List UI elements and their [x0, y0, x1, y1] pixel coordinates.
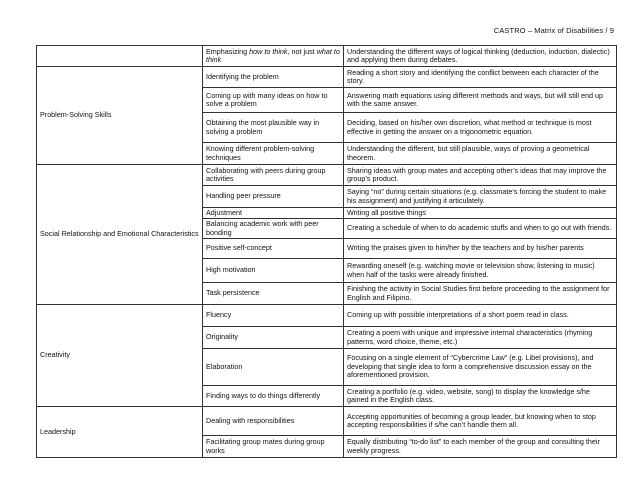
- activity-cell: Understanding the different, but still plausible, ways of proving a geometrical theorem.: [344, 143, 617, 165]
- activity-cell: Understanding the different ways of logical thinking (deduction, induction, dialectic) and applying them during debates.: [344, 46, 617, 67]
- matrix-table: [36, 45, 617, 458]
- trait-cell: High motivation: [203, 259, 344, 283]
- table-row: [37, 46, 617, 67]
- table-row: [37, 305, 617, 327]
- trait-cell: Task persistence: [203, 283, 344, 305]
- activity-cell: Writing the praises given to him/her by the teachers and by his/her parents: [344, 239, 617, 259]
- activity-cell: Creating a portfolio (e.g. video, website, song) to display the knowledge s/he gained in the English class.: [344, 386, 617, 407]
- trait-cell: Balancing academic work with peer bonding: [203, 219, 344, 239]
- trait-cell: Positive self-concept: [203, 239, 344, 259]
- trait-cell: Fluency: [203, 305, 344, 327]
- category-social-relationship: Social Relationship and Emotional Characteristics: [37, 165, 203, 305]
- trait-cell: Facilitating group mates during group works: [203, 436, 344, 458]
- category-cell-empty: [37, 46, 203, 67]
- category-problem-solving: Problem-Solving Skills: [37, 67, 203, 165]
- trait-cell: Obtaining the most plausible way in solving a problem: [203, 113, 344, 143]
- activity-cell: Creating a poem with unique and impressive internal characteristics (rhyming patterns, word choice, theme, etc.): [344, 327, 617, 349]
- activity-cell: Rewarding oneself (e.g. watching movie or television show, listening to music) when half of the tasks were already finished.: [344, 259, 617, 283]
- activity-cell: Accepting opportunities of becoming a group leader, but knowing when to stop accepting responsibilities if s/he can’t handle them all.: [344, 407, 617, 436]
- activity-cell: Answering math equations using different methods and ways, but will still end up with the same answer.: [344, 88, 617, 113]
- trait-cell: Dealing with responsibilities: [203, 407, 344, 436]
- trait-cell: Emphasizing how to think, not just what to think: [203, 46, 344, 67]
- trait-cell: Handling peer pressure: [203, 186, 344, 208]
- activity-cell: Coming up with possible interpretations of a short poem read in class.: [344, 305, 617, 327]
- activity-cell: Deciding, based on his/her own discretion, what method or technique is most effective in getting the answer on a trigonometric equation.: [344, 113, 617, 143]
- activity-cell: Reading a short story and identifying the conflict between each character of the story.: [344, 67, 617, 88]
- activity-cell: Writing all positive things: [344, 208, 617, 219]
- trait-cell: Elaboration: [203, 349, 344, 386]
- category-leadership: Leadership: [37, 407, 203, 458]
- table-row: [37, 67, 617, 88]
- trait-cell: Identifying the problem: [203, 67, 344, 88]
- activity-cell: Saying “no” during certain situations (e.g. classmate’s forcing the student to make his assignment) and justifying it articulately.: [344, 186, 617, 208]
- trait-cell: Collaborating with peers during group activities: [203, 165, 344, 186]
- page-header: CASTRO – Matrix of Disabilities / 9: [493, 26, 614, 35]
- trait-cell: Knowing different problem-solving techniques: [203, 143, 344, 165]
- trait-cell: Finding ways to do things differently: [203, 386, 344, 407]
- trait-cell: Adjustment: [203, 208, 344, 219]
- activity-cell: Sharing ideas with group mates and accepting other’s ideas that may improve the group’s product.: [344, 165, 617, 186]
- activity-cell: Creating a schedule of when to do academic stuffs and when to go out with friends.: [344, 219, 617, 239]
- table-row: [37, 407, 617, 436]
- trait-cell: Originality: [203, 327, 344, 349]
- activity-cell: Focusing on a single element of “Cybercrime Law” (e.g. Libel provisions), and developing that single idea to form a comprehensive discussion essay on the aforementioned provision.: [344, 349, 617, 386]
- category-creativity: Creativity: [37, 305, 203, 407]
- activity-cell: Equally distributing “to-do list” to each member of the group and consulting their weekly progress.: [344, 436, 617, 458]
- activity-cell: Finishing the activity in Social Studies first before proceeding to the assignment for English and Filipino.: [344, 283, 617, 305]
- trait-cell: Coming up with many ideas on how to solve a problem: [203, 88, 344, 113]
- table-row: [37, 165, 617, 186]
